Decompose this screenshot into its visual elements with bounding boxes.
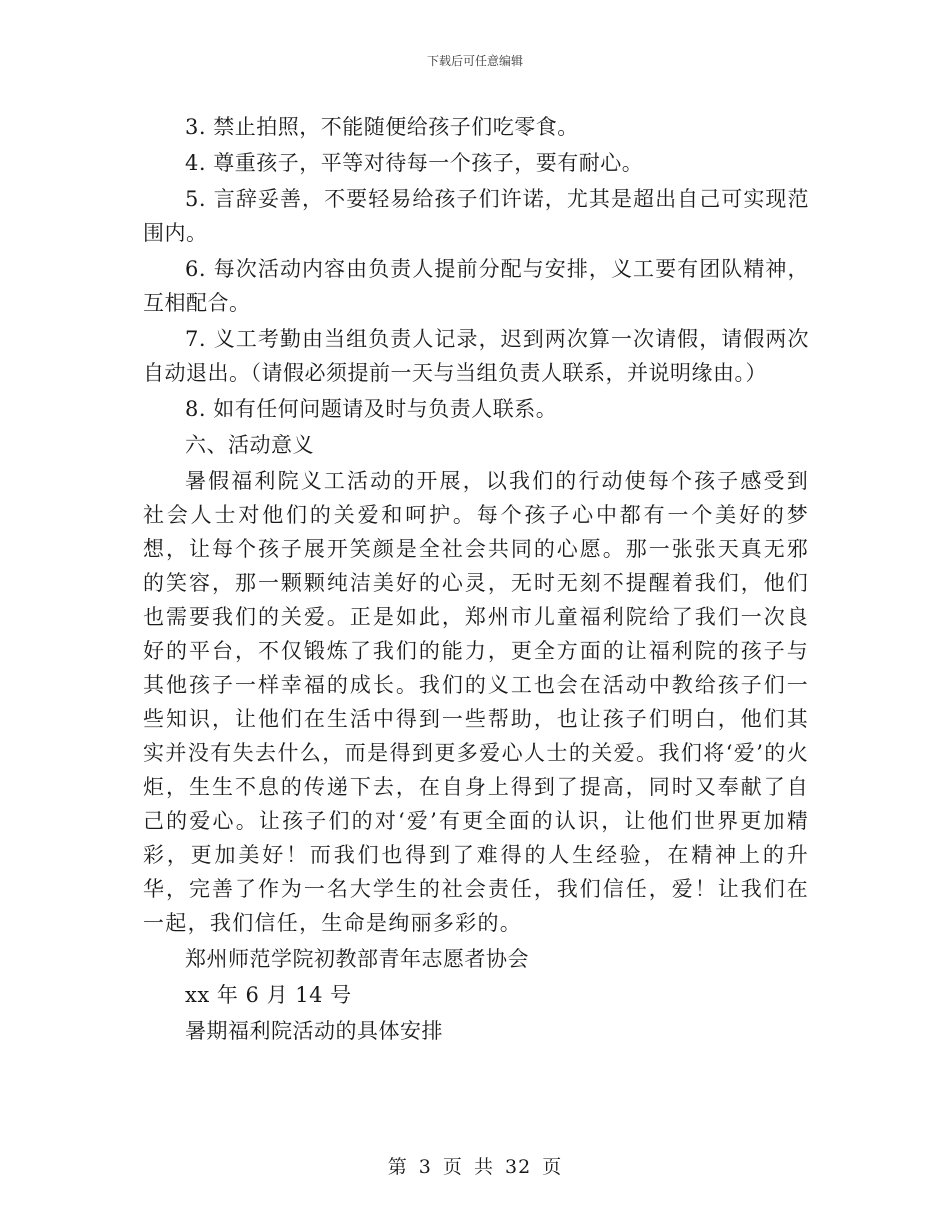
rule-item-5: 5. 言辞妥善，不要轻易给孩子们许诺，尤其是超出自己可实现范围内。 [143,187,809,245]
rule-item-3: 3. 禁止拍照，不能随便给孩子们吃零食。 [185,115,579,139]
document-body [143,110,809,1050]
section-heading: 六、活动意义 [185,433,314,457]
rule-item-8: 8. 如有任何问题请及时与负责人联系。 [185,397,558,421]
rule-item-7: 7. 义工考勤由当组负责人记录，迟到两次算一次请假，请假两次自动退出。（请假必须提前一天与当组负责人联系，并说明缘由。） [143,327,809,385]
section-body: 暑假福利院义工活动的开展，以我们的行动使每个孩子感受到社会人士对他们的关爱和呵护。每个孩子心中都有一个美好的梦想，让每个孩子展开笑颜是全社会共同的心愿。那一张张天真无邪的笑容，那一颗颗纯洁美好的心灵，无时无刻不提醒着我们，他们也需要我们的关爱。正是如此，郑州市儿童福利院给了我们一次良好的平台，不仅锻炼了我们的能力，更全方面的让福利院的孩子与其他孩子一样幸福的成长。我们的义工也会在活动中教给孩子们一些知识，让他们在生活中得到一些帮助，也让孩子们明白，他们其实并没有失去什么，而是得到更多爱心人士的关爱。我们将‘爱’的火炬，生生不息的传递下去，在自身上得到了提高，同时又奉献了自己的爱心。让孩子们的对‘爱’有更全面的认识，让他们世界更加精彩，更加美好！而我们也得到了难得的人生经验，在精神上的升华，完善了作为一名大学生的社会责任，我们信任，爱！让我们在一起，我们信任，生命是绚丽多彩的。 [143,469,809,935]
page-number: 第 3 页 共 32 页 [387,1156,563,1178]
signature-organization: 郑州师范学院初教部青年志愿者协会 [185,947,529,971]
next-section-title: 暑期福利院活动的具体安排 [185,1019,443,1043]
rule-item-4: 4. 尊重孩子，平等对待每一个孩子，要有耐心。 [185,151,644,175]
page-header-note: 下载后可任意编辑 [426,54,523,68]
rule-item-6: 6. 每次活动内容由负责人提前分配与安排，义工要有团队精神，互相配合。 [143,257,809,315]
signature-date: xx 年 6 月 14 号 [185,983,352,1007]
